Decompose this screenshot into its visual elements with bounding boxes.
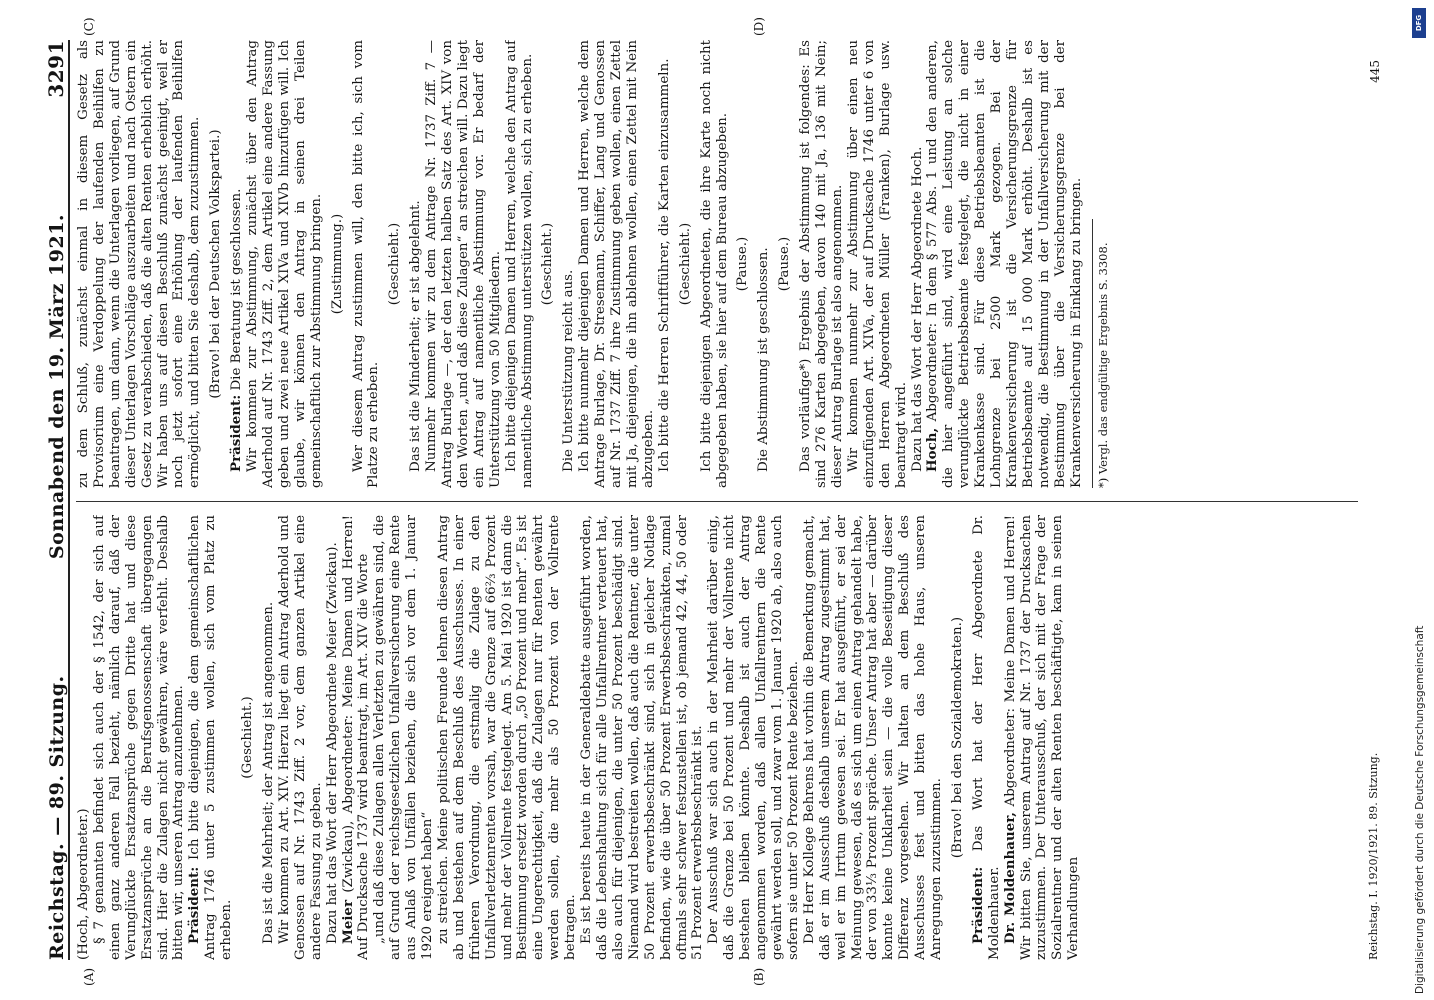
page-header <box>34 40 70 960</box>
paragraph: Wer diesem Antrag zustimmen will, den bitte ich, sich vom Platze zu erheben. <box>350 40 382 488</box>
digitization-notice-text: Digitalisierung gefördert durch die Deutsche Forschungsgemeinschaft <box>1414 625 1426 994</box>
paragraph: § 7 genannten befindet sich auch der § 1542, der sich auf einen ganz anderen Fall bezieht, nämlich darauf, daß der Verunglückte Ersatzansprüche gegen Dritte hat und diese Ersatzansprüche an die Berufsgenossenschaft übergegangen sind. Hier die Zulagen nicht gewähren, wäre verfehlt. Deshalb bitten wir, unseren Antrag anzunehmen. <box>91 515 187 960</box>
speaker-name: Hoch, <box>924 427 941 472</box>
stage-direction: (Pause.) <box>735 236 751 292</box>
header-page-number: 3291 <box>44 40 68 98</box>
paragraph: Das ist die Minderheit; er ist abgelehnt. <box>408 200 424 472</box>
dfg-badge-text: DFG <box>1415 14 1423 32</box>
speech-text: (Zwickau), Abgeordneter: Meine Damen und Herren! Auf Drucksache 1737 wird beantragt, im Art. XIV die Worte <box>340 515 372 960</box>
stage-direction: (Bravo! bei den Sozialdemokraten.) <box>949 616 965 859</box>
speech-text: Ich bitte diejenigen, die dem gemeinschaftlichen Antrag 1746 unter 5 zustimmen wollen, sich vom Platz zu erheben. <box>187 515 235 960</box>
margin-mark-b: (B) <box>752 967 766 986</box>
margin-mark-a: (A) <box>82 967 96 986</box>
paragraph <box>229 40 245 488</box>
paragraph <box>971 515 1003 960</box>
paragraph: Der Ausschuß war sich auch in der Mehrheit darüber einig, daß die Grenze bei 50 Prozent und mehr der Vollrente nicht bestehen bleiben könnte. Deshalb ist auch der Antrag angenommen worden, daß allen Unfallrentnern die Rente gewährt werden soll, und zwar vom 1. Januar 1920 ab, also auch sofern sie unter 50 Prozent Rente beziehen. <box>706 515 801 960</box>
footer-left: Reichstag. I. 1920/1921. 89. Sitzung. <box>1367 752 1380 960</box>
header-left: Reichstag. — 89. Sitzung. <box>46 675 68 960</box>
paragraph: Ich bitte nunmehr diejenigen Damen und Herren, welche dem Antrage Burlage, Dr. Stresemann, Schiffer, Lang und Genossen auf Nr. 1737 Ziff. 7 ihre Zustimmung geben wollen, einen Zettel mit Ja, diejenigen, die ihn ablehnen wollen, einen Zettel mit Nein abzugeben. <box>577 40 656 488</box>
paragraph: (Hoch, Abgeordneter.) <box>76 808 91 960</box>
column-divider <box>76 501 1358 502</box>
paragraph <box>925 40 1084 488</box>
paragraph: „und daß diese Zulagen allen Verletzten zu gewähren sind, die auf Grund der reichsgesetzlichen Unfallversicherung eine Rente aus Anlaß von Unfällen beziehen, die sich vor dem 1. Januar 1920 ereignet haben“ <box>372 515 436 960</box>
digitization-notice <box>1408 0 1434 1000</box>
footer-page-number: 445 <box>1368 60 1382 83</box>
margin-mark-c: (C) <box>82 17 96 36</box>
speaker-name: Präsident: <box>228 394 245 472</box>
paragraph <box>1003 515 1083 960</box>
paragraph: Wir kommen zur Abstimmung, zunächst über den Antrag Aderhold auf Nr. 1743 Ziff. 2, dem Artikel eine andere Fassung geben und zwei neue Artikel XIVa und XIVb hinzufügen will. Ich glaube, wir können den Antrag in seinen drei Teilen gemeinschaftlich zur Abstimmung bringen. <box>245 40 324 488</box>
speech-text: Abgeordneter: In dem § 577 Abs. 1 und den anderen, die hier angeführt sind, wird eine Leistung an solche verunglückte Betriebsbeamte festgelegt, die nicht in einer Krankenkasse sind. Für diese Betriebsbeamten ist die Lohngrenze bei 2500 Mark gezogen. Bei der Krankenversicherung ist die Versicherungsgrenze für Betriebsbeamte auf 15 000 Mark erhöht. Deshalb ist es notwendig, die Bestimmung in der Unfallversicherung mit der Bestimmung über die Versicherungsgrenze bei der Krankenversicherung in Einklang zu bringen. <box>925 40 1084 488</box>
paragraph: Das ist die Mehrheit; der Antrag ist angenommen. <box>260 601 276 944</box>
speech-text: Das Wort hat der Herr Abgeordnete Dr. Moldenhauer. <box>970 515 1002 960</box>
paragraph: zu streichen. Meine politischen Freunde lehnen diesen Antrag ab und bestehen auf dem Beschluß des Ausschusses. In einer früheren Verordnung, die erstmalig die Zulage zu den Unfallverletztenrenten vorsah, war die Grenze auf 66⅔ Prozent und mehr der Vollrente festgelegt. Am 5. Mai 1920 ist dann die Bestimmung ersetzt worden durch „50 Prozent und mehr“. Es ist eine Ungerechtigkeit, daß die Zulagen nur für Renten gewährt werden sollen, die mehr als 50 Prozent von der Vollrente betragen. <box>435 515 579 960</box>
paragraph: Der Herr Kollege Behrens hat vorhin die Bemerkung gemacht, daß er im Ausschuß deshalb unserem Antrag zugestimmt hat, weil er im Irrtum gewesen sei. Er hat ausgeführt, er sei der Meinung gewesen, daß es sich um einen Antrag gehandelt habe, der von 33⅓ Prozent spräche. Unser Antrag hat aber — darüber konnte keine Unklarheit sein — die volle Beseitigung dieser Differenz vorgesehen. Wir halten an dem Beschluß des Ausschusses fest und bitten das hohe Haus, unseren Anregungen zuzustimmen. <box>801 515 945 960</box>
paragraph <box>341 515 373 960</box>
paragraph: Die Unterstützung reicht aus. <box>561 269 577 472</box>
rotated-page <box>12 0 1392 1000</box>
stage-direction: (Zustimmung.) <box>329 213 345 315</box>
stage-direction: (Geschieht.) <box>240 696 256 779</box>
paragraph: Nunmehr kommen wir zu dem Antrage Nr. 1737 Ziff. 7 — Antrag Burlage —, der den letzten halben Satz des Art. XIV von den Worten „und daß diese Zulagen“ an streichen will. Dazu liegt ein Antrag auf namentliche Abstimmung vor. Er bedarf der Unterstützung von 50 Mitgliedern. <box>424 40 503 488</box>
speaker-name: Präsident: <box>186 866 203 944</box>
stage-direction: (Bravo! bei der Deutschen Volkspartei.) <box>208 129 224 399</box>
footnote: *) Vergl. das endgültige Ergebnis S. 3308. <box>1092 219 1110 488</box>
speaker-name: Präsident: <box>969 866 986 944</box>
stage-direction: (Geschieht.) <box>387 222 403 306</box>
paragraph: Die Abstimmung ist geschlossen. <box>756 247 772 472</box>
paragraph: Wir kommen zu Art. XIV. Hierzu liegt ein Antrag Aderhold und Genossen auf Nr. 1743 Ziff. 2 vor, dem ganzen Artikel eine andere Fassung zu geben. <box>276 515 324 960</box>
margin-mark-d: (D) <box>752 17 766 36</box>
header-date: Sonnabend den 19. März 1921. <box>46 213 68 560</box>
paragraph: Ich bitte die Herren Schriftführer, die Karten einzusammeln. <box>656 58 672 472</box>
paragraph: Dazu hat das Wort der Herr Abgeordnete Hoch. <box>909 146 925 472</box>
right-column <box>76 40 1362 488</box>
speaker-name: Dr. Moldenhauer, <box>1001 812 1018 944</box>
paragraph: Dazu hat das Wort der Herr Abgeordnete Meier (Zwickau). <box>324 542 340 944</box>
paragraph: Das vorläufige*) Ergebnis der Abstimmung ist folgendes: Es sind 276 Karten abgegeben, davon 140 mit Ja, 136 mit Nein; dieser Antrag Burlage ist also angenommen. <box>798 40 845 488</box>
speaker-name: Meier <box>339 899 356 944</box>
paragraph: Ich bitte diejenigen Abgeordneten, die ihre Karte noch nicht abgegeben haben, sie hier auf dem Bureau abzugeben. <box>698 40 730 488</box>
speech-text: Abgeordneter: Meine Damen und Herren! Wir bitten Sie, unserem Antrag auf Nr. 1737 der Drucksachen zuzustimmen. Der Unterausschuß, der sich mit der Frage der Sozialrentner und der alten Renten beschäftigte, kam in seinen Verhandlungen <box>1002 515 1082 960</box>
dfg-logo-badge <box>1412 8 1426 38</box>
paragraph: Ich bitte diejenigen Damen und Herren, welche den Antrag auf namentliche Abstimmung unterstützen wollen, sich zu erheben. <box>503 40 535 488</box>
speech-text: Die Beratung ist geschlossen. <box>229 188 245 395</box>
stage-direction: (Geschieht.) <box>540 222 556 306</box>
paragraph <box>187 515 235 960</box>
paragraph: zu dem Schluß, zunächst einmal in diesem Gesetz als Provisorium eine Verdoppelung der laufenden Beihilfen zu beantragen, um dann, wenn die Unterlagen vorliegen, auf Grund dieser Unterlagen Vorschläge auszuarbeiten und nach Ostern ein Gesetz zu verabschieden, daß die alten Renten erheblich erhöht. Wir haben uns auf diesen Beschluß zunächst geeinigt, weil er noch jetzt sofort eine Erhöhung der laufenden Beihilfen ermöglicht, und bitten Sie deshalb, dem zuzustimmen. <box>76 40 203 488</box>
stage-direction: (Geschieht.) <box>677 222 693 306</box>
stage-direction: (Pause.) <box>777 236 793 292</box>
left-column <box>76 515 1362 960</box>
paragraph: Es ist bereits heute in der Generaldebatte ausgeführt worden, daß die Lebenshaltung sich für alle Unfallrentner verteuert hat, also auch für diejenigen, die unter 50 Prozent beschädigt sind. Niemand wird bestreiten wollen, daß auch die Rentner, die unter 50 Prozent erwerbsbeschränkt sind, sich in gleicher Notlage befinden, wie die über 50 Prozent Erwerbsbeschränkten, zumal oftmals sehr schwer festzustellen ist, ob jemand 42, 44, 50 oder 51 Prozent erwerbsbeschränkt ist. <box>579 515 706 960</box>
paragraph: Wir kommen nunmehr zur Abstimmung über einen neu einzufügenden Art. XIVa, der auf Drucksache 1746 unter 6 von den Herren Abgeordneten Müller (Franken), Burlage usw. beantragt wird. <box>845 40 909 488</box>
